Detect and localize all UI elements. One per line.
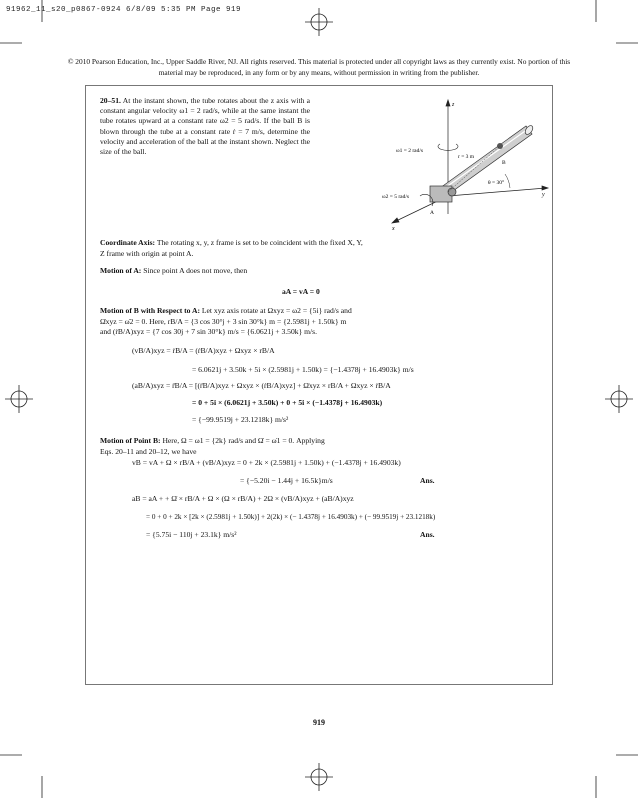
- registration-mark-right: [605, 385, 633, 413]
- motion-b-text-3: and (ṙB/A)xyz = {7 cos 30j + 7 sin 30°k} m/s = {6.0621j + 3.50k} m/s.: [100, 327, 317, 336]
- problem-number: 20–51.: [100, 96, 121, 105]
- ab-eq-3: = {5.75i − 110j + 23.1k} m/s²: [146, 530, 237, 539]
- printer-slug: 91962_11_s20_p0867-0924 6/8/09 5:35 PM Page 919: [6, 6, 242, 14]
- registration-mark-left: [5, 385, 33, 413]
- pivot-base: [430, 186, 456, 202]
- answer-acceleration: Ans.: [420, 530, 435, 539]
- angle-label: θ = 30°: [488, 180, 505, 186]
- acceleration-eq-3: = {−99.9519j + 23.1218k} m/s²: [192, 415, 289, 424]
- a-label: A: [430, 210, 434, 216]
- motion-point-b-heading: Motion of Point B:: [100, 436, 161, 445]
- vb-eq-1: vB = vA + Ω × rB/A + (vB/A)xyz = 0 + 2k × (2.5981j + 1.50k) + (−1.4378j + 16.4903k): [132, 458, 401, 467]
- motion-a-equation: aA = vA = 0: [282, 287, 320, 296]
- answer-velocity: Ans.: [420, 476, 435, 485]
- y-label: y: [542, 192, 545, 198]
- acceleration-eq-1: (aB/A)xyz = r̈B/A = [(r̈B/A)xyz + Ωxyz × (ṙB/A)xyz] + Ω̇xyz × rB/A + Ωxyz × ṙB/A: [132, 381, 391, 390]
- r-label: r = 3 m: [458, 154, 475, 160]
- page-number: 919: [313, 718, 325, 727]
- coordinate-axis-text-2: Z frame with origin at point A.: [100, 248, 194, 258]
- motion-point-b-block: [100, 436, 325, 457]
- coordinate-axis-block: [100, 238, 363, 259]
- ab-eq-2: = 0 + 0 + 2k × [2k × (2.5981j + 1.50k)] + 2(2k) × (− 1.4378j + 16.4903k) + (− 99.9519j + 23.1218k): [146, 513, 436, 521]
- motion-b-text-2: Ω̇xyz = ω̇2 = 0. Here, rB/A = {3 cos 30°j + 3 sin 30°k} m = {2.5981j + 1.50k} m: [100, 316, 347, 326]
- velocity-eq-2: = 6.0621j + 3.50k + 5i × (2.5981j + 1.50k) = {−1.4378j + 16.4903k} m/s: [192, 365, 414, 374]
- omega2-label: ω2 = 5 rad/s: [382, 194, 410, 200]
- motion-b-text-1: Let xyz axis rotate at Ωxyz = ω2 = {5i} rad/s and: [199, 306, 352, 315]
- x-label: x: [392, 226, 395, 232]
- ab-eq-1: aB = aA + + Ω̇ × rB/A + Ω × (Ω × rB/A) + 2Ω × (vB/A)xyz + (aB/A)xyz: [132, 494, 354, 503]
- motion-a-block: [100, 266, 247, 277]
- tube-figure: [360, 96, 550, 236]
- motion-a-text: Since point A does not move, then: [141, 266, 248, 275]
- registration-mark-top: [305, 8, 333, 36]
- registration-mark-bottom: [305, 763, 333, 791]
- z-label: z: [452, 102, 455, 108]
- motion-a-heading: Motion of A:: [100, 266, 142, 275]
- motion-point-b-text-1: Here, Ω = ω1 = {2k} rad/s and Ω̇ = ω̇1 = 0. Applying: [160, 436, 325, 445]
- velocity-eq-1: (vB/A)xyz = ṙB/A = (ṙB/A)xyz + Ωxyz × rB/A: [132, 346, 275, 355]
- omega1-label: ω1 = 2 rad/s: [396, 148, 424, 154]
- acceleration-eq-2: = 0 + 5i × (6.0621j + 3.50k) + 0 + 5i × (−1.4378j + 16.4903k): [192, 398, 383, 407]
- y-axis: [448, 188, 546, 196]
- motion-b-block: [100, 306, 352, 338]
- coordinate-axis-heading: Coordinate Axis:: [100, 238, 156, 247]
- motion-point-b-text-2: Eqs. 20–11 and 20–12, we have: [100, 446, 197, 456]
- coordinate-axis-text-1: The rotating x, y, z frame is set to be coincident with the fixed X, Y,: [155, 238, 363, 247]
- problem-statement: [100, 96, 310, 157]
- vb-eq-2: = {−5.20i − 1.44j + 16.5k}m/s: [240, 476, 333, 485]
- copyright-notice: © 2010 Pearson Education, Inc., Upper Saddle River, NJ. All rights reserved. This material is protected under all copyright laws as they currently exist. No portion of this material may be reproduced, in any form or by any means, without permission in writing from the publisher.: [67, 57, 571, 77]
- b-label: B: [502, 160, 506, 166]
- motion-b-heading: Motion of B with Respect to A:: [100, 306, 200, 315]
- problem-text: At the instant shown, the tube rotates about the z axis with a constant angular velocity ω1 = 2 rad/s, while at the same instant the tube rotates upward at a constant rate ω2 = 5 rad/s. If the ball B is blown through the tube at a constant rate ṙ = 7 m/s, determine the velocity and acceleration of the ball at the instant shown. Neglect the size of the ball.: [100, 96, 311, 157]
